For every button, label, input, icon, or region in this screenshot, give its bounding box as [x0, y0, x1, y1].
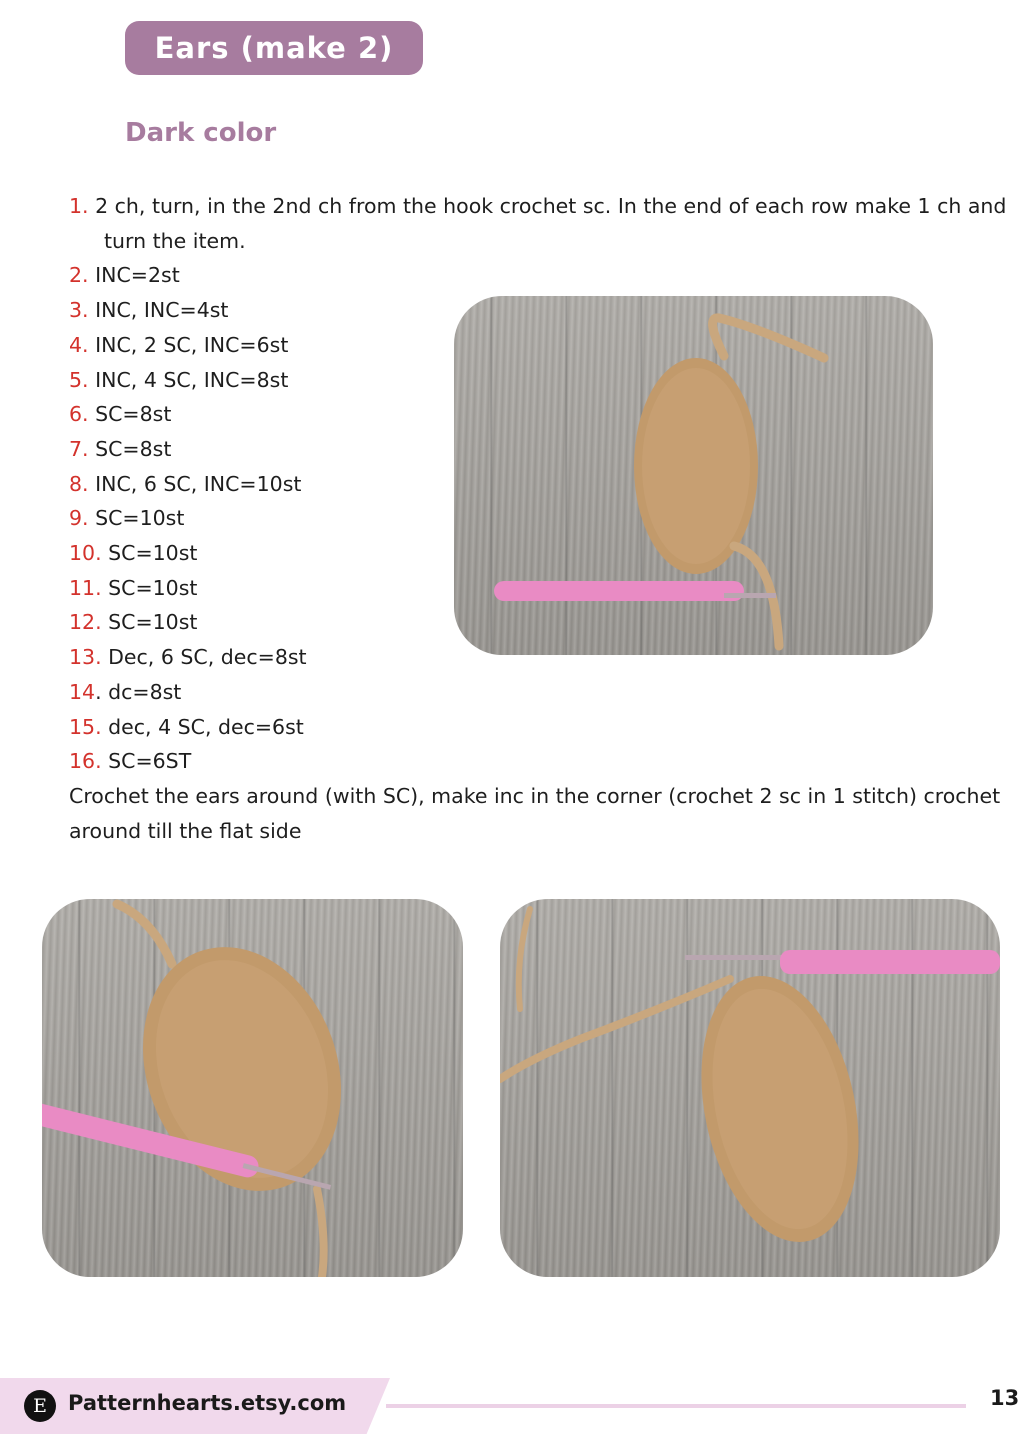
- ear-illustration: [500, 899, 1000, 1277]
- step-number: 10.: [69, 541, 102, 566]
- ear-photo-bottom-right: [500, 899, 1000, 1277]
- step-text: INC, 6 SC, INC=10st: [95, 471, 302, 496]
- step-text: SC=10st: [95, 506, 185, 531]
- step-text: SC=10st: [108, 541, 198, 566]
- step-item: [69, 258, 1009, 293]
- step-text: INC, 2 SC, INC=6st: [95, 332, 289, 357]
- ear-photo-top: [454, 296, 933, 655]
- step-number: 4.: [69, 332, 89, 357]
- step-text: SC=8st: [95, 436, 172, 461]
- step-number: 15.: [69, 714, 102, 739]
- step-item: [69, 189, 1009, 258]
- footer-divider: [386, 1404, 966, 1408]
- step-number: 7.: [69, 436, 89, 461]
- step-text: INC=2st: [95, 263, 180, 288]
- step-number: 6.: [69, 402, 89, 427]
- step-number: 5.: [69, 367, 89, 392]
- ear-illustration: [454, 296, 933, 655]
- step-number: 13.: [69, 645, 102, 670]
- section-subtitle: Dark color: [125, 118, 277, 148]
- step-number: 12.: [69, 610, 102, 635]
- step-text: SC=10st: [108, 610, 198, 635]
- step-number: 9.: [69, 506, 89, 531]
- etsy-logo-icon: E: [24, 1390, 56, 1422]
- footer-site-link[interactable]: Patternhearts.etsy.com: [68, 1391, 347, 1415]
- step-number: 16.: [69, 749, 102, 774]
- step-item: [69, 675, 1009, 710]
- instruction-note: Crochet the ears around (with SC), make inc in the corner (crochet 2 sc in 1 stitch) crochet around till the flat side: [69, 783, 1001, 843]
- step-text: SC=10st: [108, 575, 198, 600]
- step-item: [69, 710, 1009, 745]
- step-text: SC=8st: [95, 402, 172, 427]
- page-number: 13: [990, 1386, 1020, 1410]
- step-text: 2 ch, turn, in the 2nd ch from the hook crochet sc. In the end of each row make 1 ch and turn the item.: [95, 194, 1007, 253]
- step-text: . dc=8st: [95, 679, 182, 704]
- step-text: SC=6ST: [108, 749, 192, 774]
- section-title: Ears (make 2): [125, 21, 423, 75]
- step-item: [69, 744, 1009, 779]
- step-number: 14: [69, 679, 96, 704]
- step-text: INC, INC=4st: [95, 298, 229, 323]
- step-text: INC, 4 SC, INC=8st: [95, 367, 289, 392]
- ear-photo-bottom-left: [42, 899, 463, 1277]
- step-text: dec, 4 SC, dec=6st: [108, 714, 304, 739]
- step-number: 3.: [69, 298, 89, 323]
- step-number: 2.: [69, 263, 89, 288]
- step-number: 8.: [69, 471, 89, 496]
- step-number: 1.: [69, 194, 89, 218]
- step-text: Dec, 6 SC, dec=8st: [108, 645, 307, 670]
- ear-illustration: [42, 899, 463, 1277]
- step-number: 11.: [69, 575, 102, 600]
